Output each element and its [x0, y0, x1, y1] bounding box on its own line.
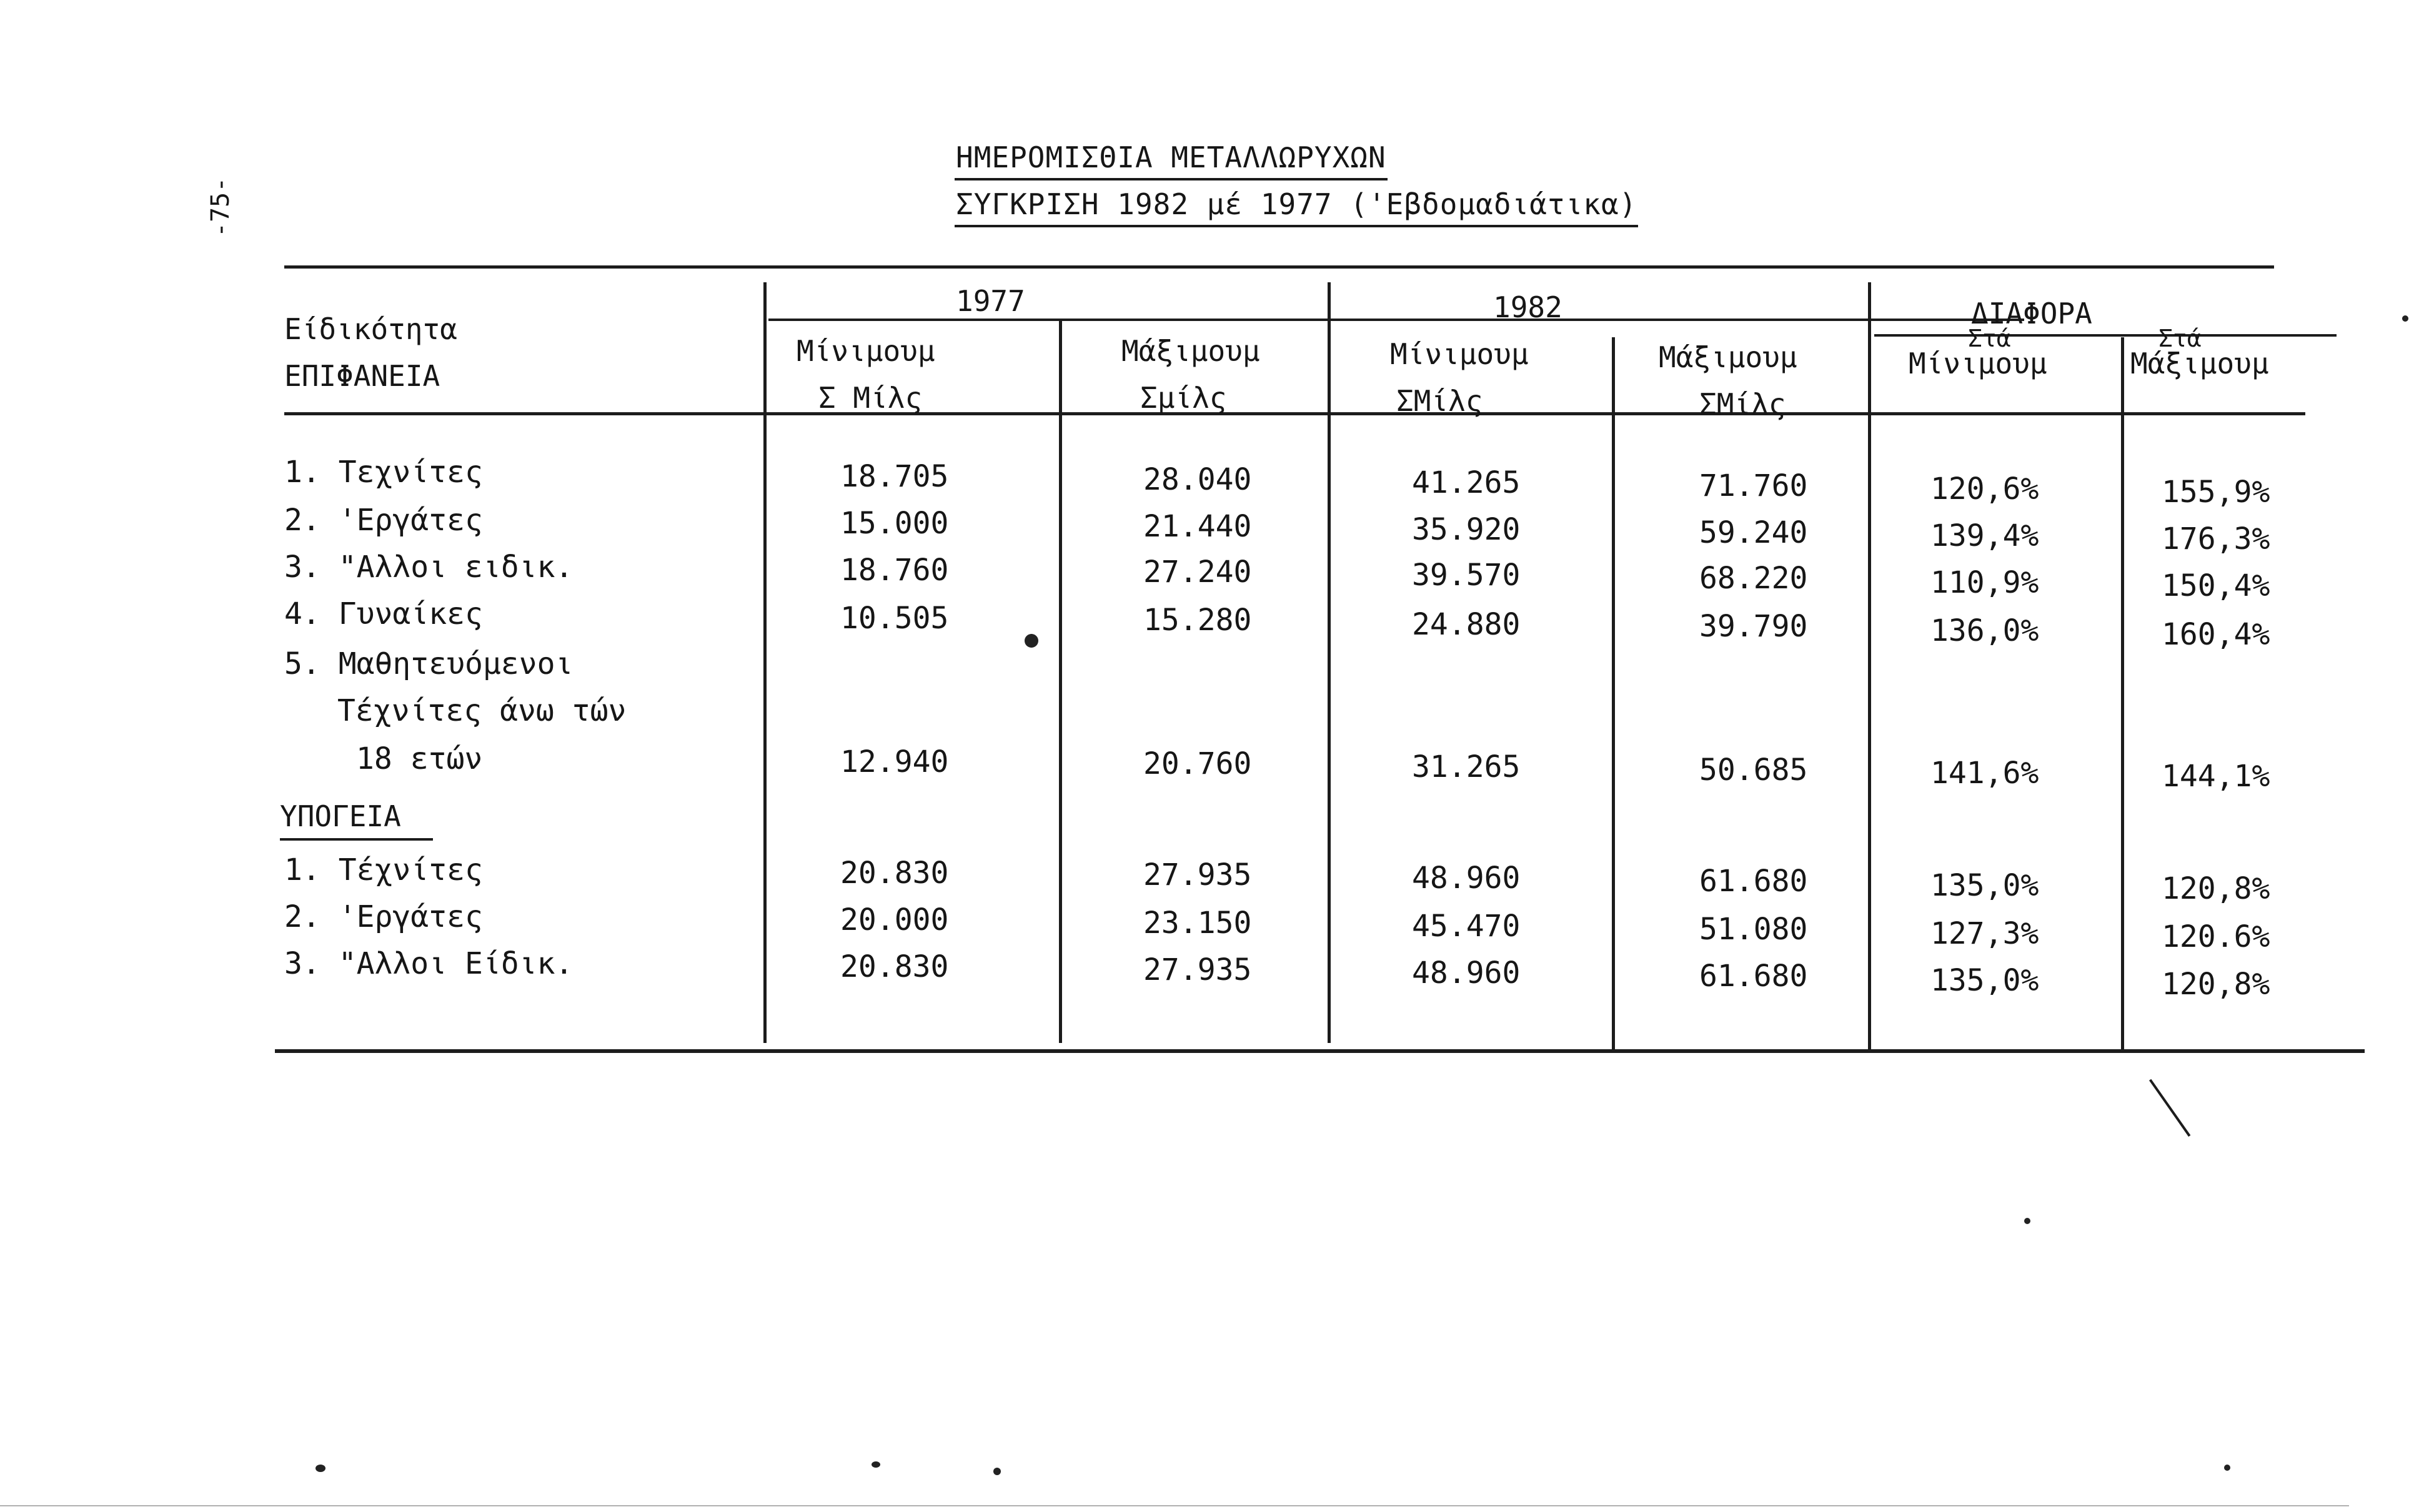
cell-min-1977: 10.505 — [840, 601, 949, 636]
cell-min-1977: 20.000 — [840, 902, 949, 937]
cell-max-1982: 61.680 — [1699, 959, 1808, 994]
header-surface: ΕΠΙΦΑΝΕΙΑ — [284, 359, 440, 393]
header-min-1982-sub: ΣΜίλς — [1396, 384, 1483, 418]
cell-min-1977: 18.760 — [840, 553, 949, 588]
cell-min-1982: 45.470 — [1412, 909, 1521, 944]
cell-diff-max: 120.6% — [2162, 919, 2270, 954]
header-max-1977: Μάξιμουμ — [1121, 334, 1260, 368]
cell-min-1982: 24.880 — [1412, 607, 1521, 642]
cell-max-1982: 68.220 — [1699, 561, 1808, 596]
cell-min-1982: 35.920 — [1412, 512, 1521, 547]
cell-min-1982: 39.570 — [1412, 558, 1521, 593]
header-min-1977: Μίνιμουμ — [797, 334, 935, 368]
cell-max-1982: 39.790 — [1699, 609, 1808, 644]
cell-diff-max: 160,4% — [2162, 617, 2270, 652]
cell-min-1982: 48.960 — [1412, 956, 1521, 991]
cell-diff-min: 110,9% — [1930, 565, 2039, 600]
cell-min-1977: 20.830 — [840, 949, 949, 984]
cell-diff-max: 120,8% — [2162, 871, 2270, 906]
row-label: 2. 'Εργάτες — [284, 899, 483, 934]
cell-min-1982: 48.960 — [1412, 861, 1521, 896]
cell-min-1977: 15.000 — [840, 506, 949, 541]
row-label-continued: 18 ετών — [356, 741, 483, 776]
cell-diff-min: 141,6% — [1930, 756, 2039, 791]
cell-max-1977: 27.935 — [1143, 952, 1252, 987]
header-min-1982: Μίνιμουμ — [1390, 337, 1529, 371]
document-subtitle — [956, 187, 1637, 221]
cell-diff-min: 135,0% — [1930, 868, 2039, 903]
cell-max-1977: 21.440 — [1143, 509, 1252, 544]
title-line-1: ΗΜΕΡΟΜΙΣΘΙΑ ΜΕΤΑΛΛΩΡΥΧΩΝ — [956, 141, 1386, 174]
cell-max-1977: 23.150 — [1143, 906, 1252, 941]
row-label: 1. Τεχνίτες — [284, 455, 483, 490]
cell-diff-min: 127,3% — [1930, 916, 2039, 951]
cell-diff-max: 120,8% — [2162, 967, 2270, 1002]
cell-max-1977: 27.240 — [1143, 555, 1252, 590]
page-number: -75- — [206, 177, 235, 237]
header-max-1982: Μάξιμουμ — [1659, 340, 1797, 374]
row-label-continued: Τέχνίτες άνω τών — [337, 693, 627, 728]
header-diff-max-top: Στά — [2158, 325, 2202, 352]
row-label: 4. Γυναίκες — [284, 596, 483, 631]
header-difference: ΔΙΑΦΟΡΑ — [1971, 297, 2092, 330]
header-max-1977-sub: Σμίλς — [1140, 381, 1227, 415]
cell-max-1977: 15.280 — [1143, 603, 1252, 638]
cell-min-1982: 41.265 — [1412, 465, 1521, 500]
cell-max-1977: 28.040 — [1143, 462, 1252, 497]
row-label: 2. 'Εργάτες — [284, 503, 483, 538]
section-heading-underground: ΥΠΟΓΕΙΑ — [280, 799, 401, 833]
cell-diff-max: 155,9% — [2162, 475, 2270, 510]
cell-max-1982: 59.240 — [1699, 515, 1808, 550]
cell-diff-min: 139,4% — [1930, 518, 2039, 553]
cell-diff-max: 144,1% — [2162, 759, 2270, 794]
cell-min-1977: 12.940 — [840, 744, 949, 779]
row-label: 1. Τέχνίτες — [284, 852, 483, 887]
cell-diff-max: 150,4% — [2162, 568, 2270, 603]
row-label: 3. "Αλλοι ειδικ. — [284, 550, 574, 585]
document-title — [956, 141, 1386, 174]
row-label: 3. "Αλλοι Είδικ. — [284, 946, 574, 981]
cell-diff-min: 136,0% — [1930, 613, 2039, 648]
header-diff-min: Μίνιμουμ — [1909, 347, 2047, 380]
cell-diff-min: 120,6% — [1930, 472, 2039, 506]
cell-min-1982: 31.265 — [1412, 749, 1521, 784]
title-line-2: ΣΥΓΚΡΙΣΗ 1982 μέ 1977 ('Εβδομαδιάτικα) — [956, 187, 1637, 221]
row-label: 5. Μαθητευόμενοι — [284, 646, 574, 681]
cell-max-1982: 61.680 — [1699, 864, 1808, 899]
cell-max-1982: 71.760 — [1699, 468, 1808, 503]
cell-min-1977: 20.830 — [840, 856, 949, 891]
cell-diff-min: 135,0% — [1930, 963, 2039, 998]
cell-diff-max: 176,3% — [2162, 521, 2270, 556]
cell-min-1977: 18.705 — [840, 459, 949, 494]
header-year-1977: 1977 — [956, 284, 1025, 318]
cell-max-1977: 27.935 — [1143, 857, 1252, 892]
header-diff-min-top: Στά — [1968, 325, 2011, 352]
header-max-1982-sub: ΣΜίλς — [1699, 387, 1786, 421]
header-specialty: Είδικότητα — [284, 312, 457, 346]
cell-max-1977: 20.760 — [1143, 746, 1252, 781]
header-diff-max: Μάξιμουμ — [2130, 347, 2269, 380]
cell-max-1982: 51.080 — [1699, 912, 1808, 947]
cell-max-1982: 50.685 — [1699, 753, 1808, 788]
header-min-1977-sub: Σ Μίλς — [818, 381, 923, 415]
header-year-1982: 1982 — [1493, 290, 1562, 324]
